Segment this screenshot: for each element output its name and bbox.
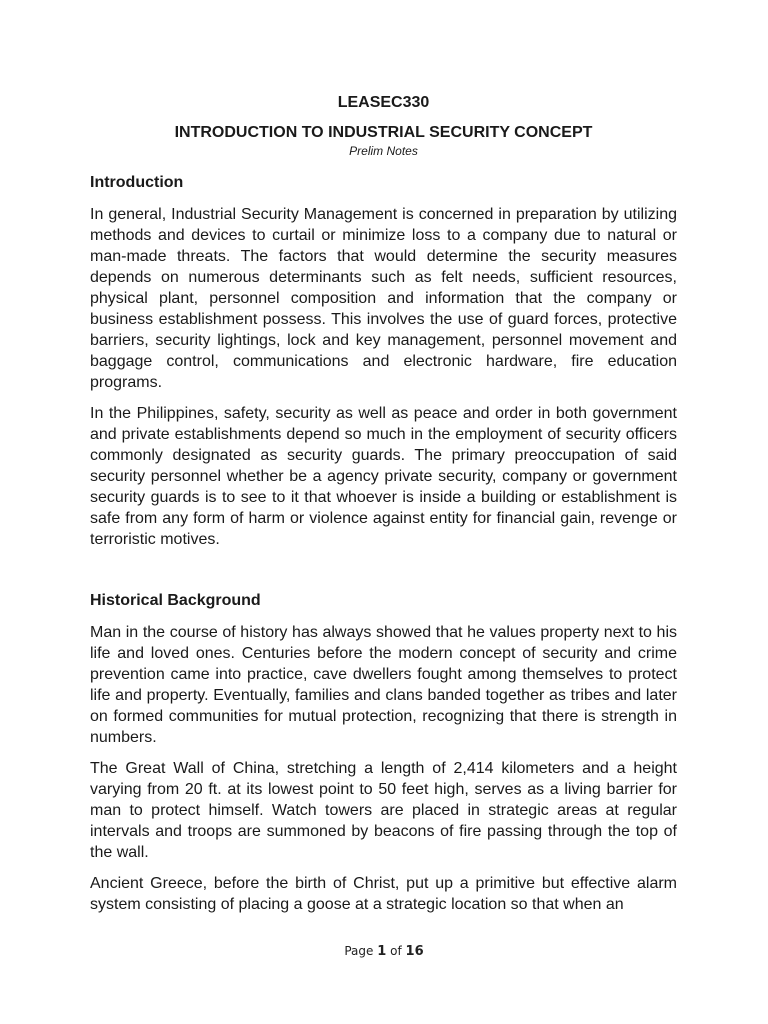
document-page [90,0,677,1024]
paragraph: In general, Industrial Security Management is concerned in preparation by utilizing methods and devices to curtail or minimize loss to a company due to natural or man-made threats. The factors that would determine the security measures depends on numerous determinants such as felt needs, sufficient resources, physical plant, personnel composition and information that the company or business establishment possess. This involves the use of guard forces, protective barriers, security lightings, lock and key management, personnel movement and baggage control, communications and electronic hardware, fire education programs. [90,206,677,391]
course-code: LEASEC330 [337,94,430,111]
page-word: Page [344,944,374,958]
paragraph: In the Philippines, safety, security as well as peace and order in both government and private establishments depend so much in the employment of security officers commonly designated as security guards. The primary preoccupation of said security personnel whether be a agency private security, company or government security guards is to see to it that whoever is inside a building or establishment is safe from any form of harm or violence against entity for financial gain, revenge or terroristic motives. [90,405,677,548]
paragraph: Man in the course of history has always showed that he values property next to his life and loved ones. Centuries before the modern concept of security and crime prevention came into practice, cave dwellers fought among themselves to protect life and property. Eventually, families and clans banded together as tribes and later on formed communities for mutual protection, recognizing that there is strength in numbers. [90,624,677,746]
section-historical-background [90,590,677,925]
page-footer [0,942,768,961]
total-pages-number: 16 [405,944,424,959]
section-heading: Historical Background [90,592,261,609]
paragraph: The Great Wall of China, stretching a length of 2,414 kilometers and a height varying from 20 ft. at its lowest point to 50 feet high, serves as a living barrier for man to protect himself. Watch towers are placed in strategic areas at regular intervals and troops are summoned by beacons of fire passing through the top of the wall. [90,760,677,861]
document-title: INTRODUCTION TO INDUSTRIAL SECURITY CONCEPT [174,124,593,141]
section-heading: Introduction [90,174,184,191]
current-page-number: 1 [377,944,387,959]
paragraph: Ancient Greece, before the birth of Christ, put up a primitive but effective alarm system consisting of placing a goose at a strategic location so that when an [90,875,677,913]
section-introduction [90,172,677,560]
document-subtitle: Prelim Notes [349,144,418,158]
of-word: of [390,944,402,958]
